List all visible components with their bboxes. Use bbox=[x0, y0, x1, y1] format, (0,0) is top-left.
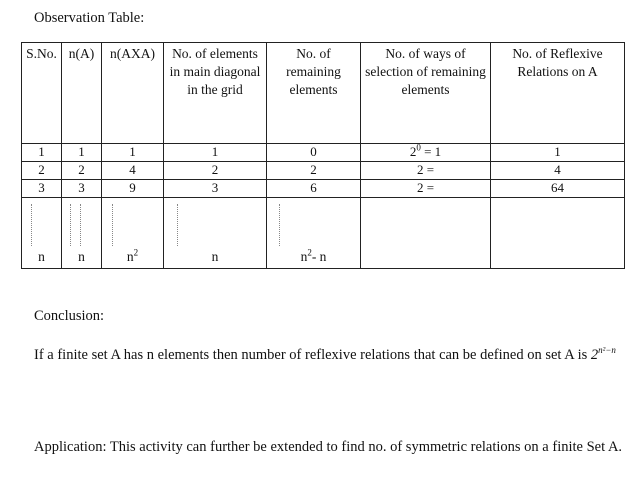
table-row bbox=[22, 144, 625, 162]
observation-table bbox=[21, 42, 625, 269]
table-row-general bbox=[22, 198, 625, 269]
cell-n-a: 2 bbox=[62, 162, 102, 180]
conclusion-heading: Conclusion: bbox=[34, 308, 105, 324]
cell-remaining: 6 bbox=[267, 180, 361, 198]
cell-remaining: 2 bbox=[267, 162, 361, 180]
cell-ways bbox=[361, 180, 491, 198]
observation-table-title: Observation Table: bbox=[34, 10, 145, 26]
cell-diagonal: 2 bbox=[164, 162, 267, 180]
cell-remaining: 0 bbox=[267, 144, 361, 162]
table-header-row bbox=[22, 43, 625, 144]
header-reflexive-relations: No. of Reflexive Relations on A bbox=[491, 43, 625, 144]
ways-suffix: = bbox=[426, 162, 435, 177]
header-n-axa: n(AXA) bbox=[102, 43, 164, 144]
dotted-line bbox=[112, 204, 113, 246]
header-ways-of-selection: No. of ways of selection of remaining elements bbox=[361, 43, 491, 144]
formula-base: 2 bbox=[590, 347, 599, 363]
cell-n-axa-general bbox=[102, 198, 164, 269]
remaining-suffix: - n bbox=[311, 249, 327, 264]
ways-suffix: = 1 bbox=[424, 144, 442, 159]
header-remaining-elements: No. of remaining elements bbox=[267, 43, 361, 144]
cell-n-a: 3 bbox=[62, 180, 102, 198]
cell-ways bbox=[361, 144, 491, 162]
ways-base: 2 bbox=[416, 162, 424, 177]
dotted-line bbox=[80, 204, 81, 246]
cell-remaining-general bbox=[267, 198, 361, 269]
cell-reflexive: 4 bbox=[491, 162, 625, 180]
formula-exponent: n²−n bbox=[598, 345, 616, 356]
cell-reflexive: 64 bbox=[491, 180, 625, 198]
dotted-line bbox=[70, 204, 71, 246]
table-row bbox=[22, 162, 625, 180]
header-main-diagonal: No. of elements in main diagonal in the grid bbox=[164, 43, 267, 144]
cell-sno: 1 bbox=[22, 144, 62, 162]
cell-sno: 3 bbox=[22, 180, 62, 198]
cell-n-axa: 9 bbox=[102, 180, 164, 198]
cell-diagonal: 3 bbox=[164, 180, 267, 198]
cell-reflexive: 1 bbox=[491, 144, 625, 162]
dotted-line bbox=[279, 204, 280, 246]
conclusion-formula bbox=[591, 347, 616, 363]
ways-suffix: = bbox=[426, 180, 435, 195]
cell-diagonal-general: n bbox=[164, 198, 267, 269]
conclusion-sentence: If a finite set A has n elements then number of reflexive relations that can be defined on set A is bbox=[34, 347, 588, 363]
cell-ways bbox=[361, 162, 491, 180]
cell-n-a-general: n bbox=[62, 198, 102, 269]
cell-sno: 2 bbox=[22, 162, 62, 180]
cell-n-a: 1 bbox=[62, 144, 102, 162]
dotted-line bbox=[31, 204, 32, 246]
table-row bbox=[22, 180, 625, 198]
ways-exponent: 0 bbox=[416, 142, 421, 153]
conclusion-text bbox=[34, 343, 624, 367]
n-axa-base: n bbox=[126, 249, 134, 264]
header-sno: S.No. bbox=[22, 43, 62, 144]
ways-base: 2 bbox=[409, 144, 417, 159]
header-n-a: n(A) bbox=[62, 43, 102, 144]
n-axa-exponent: 2 bbox=[133, 247, 139, 258]
dotted-line bbox=[177, 204, 178, 246]
cell-reflexive-general bbox=[491, 198, 625, 269]
ways-base: 2 bbox=[416, 180, 424, 195]
remaining-exponent: 2 bbox=[307, 247, 312, 258]
cell-diagonal: 1 bbox=[164, 144, 267, 162]
cell-n-axa: 4 bbox=[102, 162, 164, 180]
remaining-base: n bbox=[300, 249, 308, 264]
cell-ways-general bbox=[361, 198, 491, 269]
cell-n-axa: 1 bbox=[102, 144, 164, 162]
application-text: Application: This activity can further be extended to find no. of symmetric relations on a finite Set A. bbox=[34, 439, 623, 455]
cell-sno-general: n bbox=[22, 198, 62, 269]
